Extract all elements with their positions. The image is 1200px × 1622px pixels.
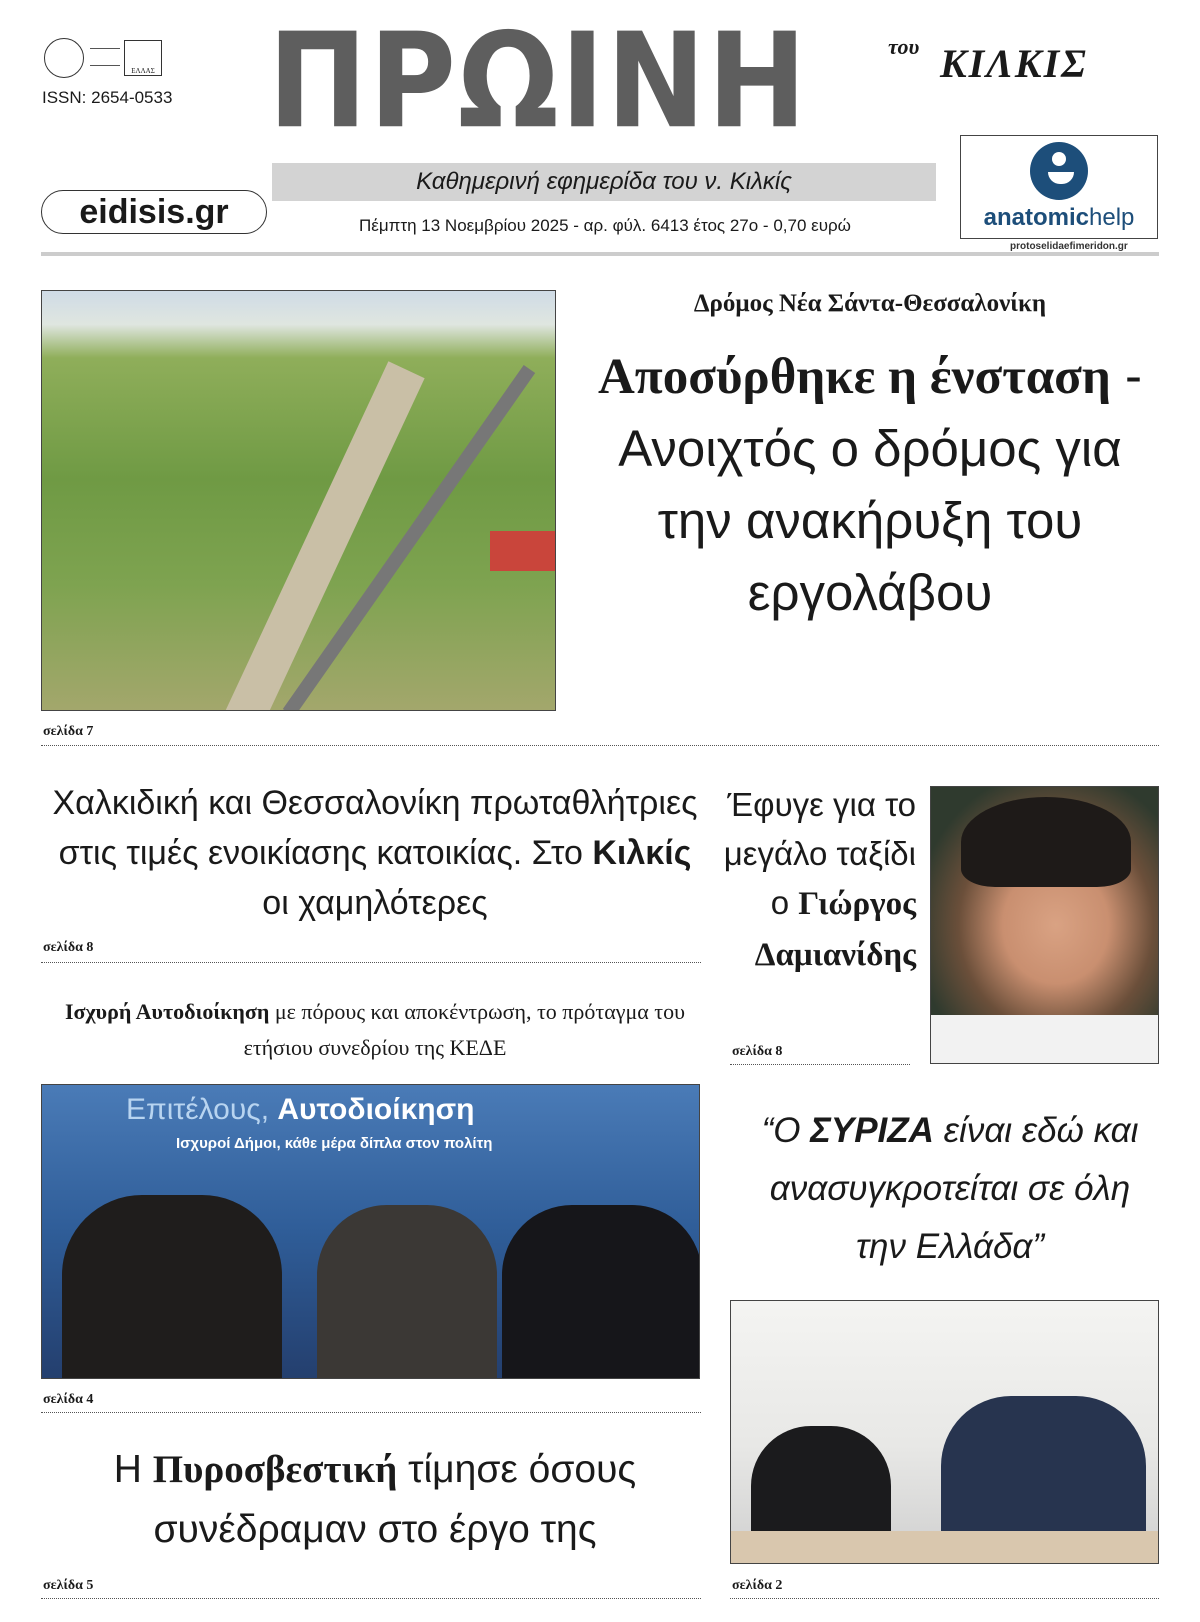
divider bbox=[41, 1412, 701, 1413]
kede-headline[interactable] bbox=[50, 994, 700, 1066]
dateline: Πέμπτη 13 Νοεμβρίου 2025 - αρ. φύλ. 6413 έτος 27ο - 0,70 ευρώ bbox=[359, 216, 851, 235]
page-ref: σελίδα 7 bbox=[43, 724, 94, 739]
quote-part: “Ο bbox=[761, 1111, 811, 1150]
banner-text: Επιτέλους, bbox=[126, 1093, 278, 1126]
syriza-press-photo[interactable] bbox=[730, 1300, 1159, 1564]
title-tou: του bbox=[888, 34, 920, 59]
headline-bold: Γιώργος Δαμιανίδης bbox=[754, 886, 916, 973]
newspaper-title: ΠΡΩΙΝΗ bbox=[268, 4, 809, 158]
anatomichelp-logo-icon bbox=[1030, 142, 1088, 200]
divider bbox=[41, 962, 701, 963]
headline-bold: Κιλκίς bbox=[592, 834, 692, 872]
lead-headline[interactable] bbox=[580, 340, 1160, 629]
headline-part: οι χαμηλότερες bbox=[262, 884, 488, 922]
divider bbox=[41, 1598, 701, 1599]
divider bbox=[730, 1064, 910, 1065]
headline-part: Χαλκιδική και Θεσσαλονίκη πρωταθλήτριες στις τιμές ενοικίασης κατοικίας. Στο bbox=[52, 784, 698, 872]
page-ref: σελίδα 8 bbox=[732, 1044, 783, 1059]
headline-part: με πόρους και αποκέντρωση, το πρόταγμα του ετήσιου συνεδρίου της ΚΕΔΕ bbox=[243, 999, 686, 1060]
quote-part: είναι εδώ και ανασυγκροτείται σε όλη την Ελλάδα” bbox=[769, 1111, 1139, 1266]
headline-part: Η bbox=[113, 1448, 153, 1491]
obituary-headline[interactable] bbox=[718, 780, 916, 980]
watermark: protoselidaefimeridon.gr bbox=[1010, 241, 1128, 252]
fire-service-headline[interactable] bbox=[50, 1440, 700, 1560]
road-aerial-photo[interactable] bbox=[41, 290, 556, 711]
page-ref: σελίδα 8 bbox=[43, 940, 94, 955]
header-divider bbox=[41, 252, 1159, 256]
title-place: ΚΙΛΚΙΣ bbox=[940, 41, 1088, 86]
divider bbox=[41, 745, 1159, 746]
headline-part: τίμησε όσους συνέδραμαν στο έργο της bbox=[153, 1448, 637, 1551]
portrait-photo[interactable] bbox=[930, 786, 1159, 1064]
page-ref: σελίδα 2 bbox=[732, 1578, 783, 1593]
banner-subtitle: Ισχυροί Δήμοι, κάθε μέρα δίπλα στον πολίτη bbox=[176, 1135, 493, 1152]
website-link[interactable]: eidisis.gr bbox=[41, 190, 267, 234]
banner-text-bold: Αυτοδιοίκηση bbox=[277, 1093, 475, 1126]
issn: ISSN: 2654-0533 bbox=[42, 88, 173, 107]
page-ref: σελίδα 5 bbox=[43, 1578, 94, 1593]
subtitle-bar: Καθημερινή εφημερίδα του ν. Κιλκίς bbox=[272, 163, 936, 201]
page-ref: σελίδα 4 bbox=[43, 1392, 94, 1407]
kicker: Δρόμος Νέα Σάντα-Θεσσαλονίκη bbox=[693, 290, 1047, 317]
syriza-quote[interactable] bbox=[740, 1102, 1160, 1276]
ad-brand-bold: anatomic bbox=[983, 204, 1089, 231]
divider bbox=[730, 1598, 1159, 1599]
anatomichelp-ad[interactable] bbox=[960, 135, 1158, 239]
kede-conference-photo[interactable] bbox=[41, 1084, 700, 1379]
lead-headline-rest: - Ανοιχτός ο δρόμος για την ανακήρυξη του εργολάβου bbox=[618, 347, 1143, 621]
lead-headline-bold: Αποσύρθηκε η ένσταση bbox=[597, 349, 1111, 405]
postage-stamp-logo bbox=[44, 38, 162, 78]
headline-bold: Πυροσβεστική bbox=[152, 1448, 398, 1491]
stamp-text: ΕΛΛΑΣ bbox=[124, 40, 162, 76]
headline-part: Έφυγε για το μεγάλο ταξίδι ο bbox=[723, 786, 916, 921]
ad-brand-light: help bbox=[1089, 204, 1135, 231]
headline-bold: Ισχυρή Αυτοδιοίκηση bbox=[64, 999, 270, 1024]
rent-headline[interactable] bbox=[50, 778, 700, 928]
quote-bold: ΣΥΡΙΖΑ bbox=[810, 1111, 934, 1150]
